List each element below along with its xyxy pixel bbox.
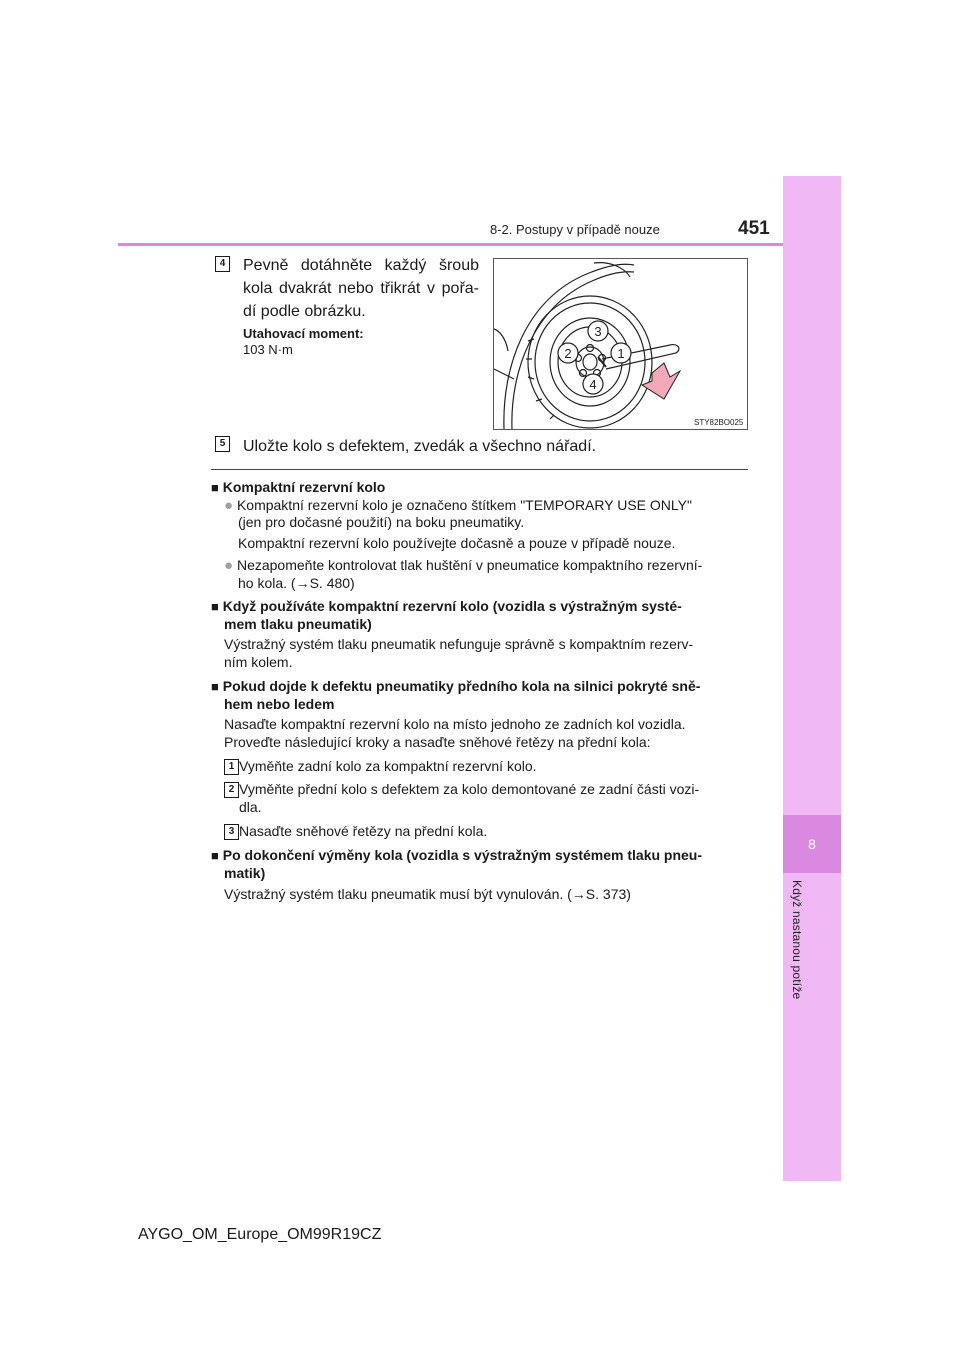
step-number-4: 4: [215, 256, 230, 272]
down-arrow-icon: [642, 363, 680, 399]
label-3: 3: [594, 324, 602, 339]
torque-label: Utahovací moment:: [243, 326, 364, 341]
torque-value: 103 N·m: [243, 342, 293, 357]
header-rule: [118, 243, 783, 246]
square-bullet-icon: ■: [211, 679, 219, 694]
compact-b1-line2: (jen pro dočasné použití) na boku pneumatiky.: [238, 514, 525, 530]
snow-body-line1: Nasaďte kompaktní rezervní kolo na místo jednoho ze zadních kol vozidla.: [224, 716, 686, 732]
page-number: 451: [738, 218, 770, 239]
tpws-heading: [211, 598, 682, 615]
snow-step-2-line1: Vyměňte přední kolo s defektem za kolo demontované ze zadní části vozi-: [239, 781, 700, 797]
after-title-line1: Po dokončení výměny kola (vozidla s výstražným systémem tlaku pneu-: [222, 847, 703, 863]
snow-step-2-number: 2: [224, 782, 239, 798]
after-body: Výstražný systém tlaku pneumatik musí být vynulován. (→S. 373): [224, 886, 631, 902]
snow-title-line1: Pokud dojde k defektu pneumatiky předního kola na silnici pokryté sně-: [222, 678, 701, 694]
section-divider: [211, 469, 748, 470]
tpws-title-line2: mem tlaku pneumatik): [224, 616, 372, 632]
snow-step-3-number: 3: [224, 824, 239, 840]
snow-heading: [211, 678, 700, 695]
label-1: 1: [617, 346, 625, 361]
tpws-body-line1: Výstražný systém tlaku pneumatik nefunguje správně s kompaktním rezerv-: [224, 636, 694, 652]
snow-step-2-line2: dla.: [239, 799, 262, 815]
step5-text: Uložte kolo s defektem, zvedák a všechno nářadí.: [243, 438, 597, 455]
compact-b1-line1: Kompaktní rezervní kolo je označeno štítkem "TEMPORARY USE ONLY": [236, 497, 692, 513]
tpws-title-line1: Když používáte kompaktní rezervní kolo (vozidla s výstražným systé-: [222, 598, 682, 614]
compact-b1-line3: Kompaktní rezervní kolo používejte dočasně a pouze v případě nouze.: [238, 535, 676, 551]
chapter-number: 8: [783, 815, 841, 873]
compact-title: Kompaktní rezervní kolo: [222, 479, 386, 495]
after-title-line2: matik): [224, 865, 266, 881]
compact-bullet2: [224, 557, 702, 574]
compact-heading: [211, 479, 385, 496]
snow-body-line2: Proveďte následující kroky a nasaďte sněhové řetězy na přední kola:: [224, 734, 651, 750]
snow-step-1-number: 1: [224, 759, 239, 775]
tpws-body-line2: ním kolem.: [224, 654, 293, 670]
dot-bullet-icon: ●: [224, 497, 234, 514]
wheel-figure: [493, 258, 748, 430]
dot-bullet-icon: ●: [224, 557, 234, 574]
after-heading: [211, 847, 702, 864]
step4-text: Pevně dotáhněte každý šroub kola dvakrát nebo třikrát v pořa-dí podle obrázku.: [243, 257, 479, 320]
label-4: 4: [589, 377, 597, 392]
compact-bullet1: [224, 497, 692, 514]
snow-step-1-text: Vyměňte zadní kolo za kompaktní rezervní kolo.: [239, 758, 537, 774]
square-bullet-icon: ■: [211, 480, 219, 495]
figure-code: STY82BO025: [694, 418, 744, 427]
square-bullet-icon: ■: [211, 848, 219, 863]
chapter-label: Když nastanou potíže: [790, 880, 804, 1000]
snow-step-3-text: Nasaďte sněhové řetězy na přední kola.: [239, 823, 488, 839]
section-title: 8-2. Postupy v případě nouze: [490, 222, 660, 237]
square-bullet-icon: ■: [211, 599, 219, 614]
compact-b2-line2: ho kola. (→S. 480): [238, 575, 355, 591]
label-2: 2: [564, 346, 572, 361]
document-id: AYGO_OM_Europe_OM99R19CZ: [138, 1226, 382, 1243]
compact-b2-line1: Nezapomeňte kontrolovat tlak huštění v pneumatice kompaktního rezervní-: [236, 557, 703, 573]
wheel-illustration: [494, 259, 747, 429]
step-number-5: 5: [215, 436, 230, 452]
snow-title-line2: hem nebo ledem: [224, 696, 335, 712]
